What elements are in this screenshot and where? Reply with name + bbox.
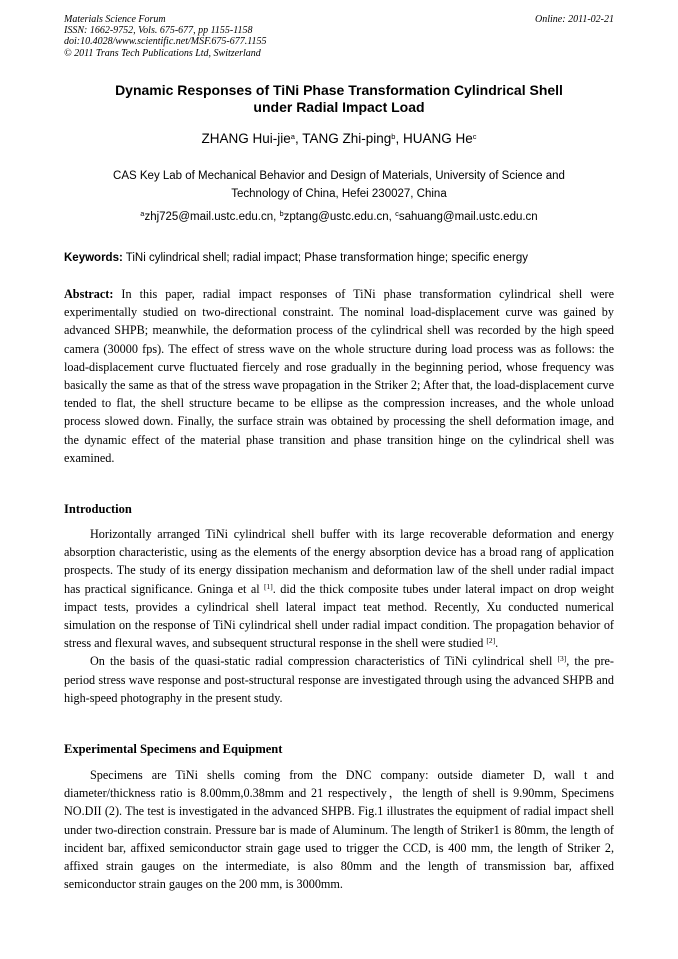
email-b: zptang@ustc.edu.cn,	[283, 211, 396, 223]
author-3: HUANG He	[402, 131, 473, 146]
abstract-paragraph	[64, 285, 614, 467]
doi-line: doi:10.4028/www.scientific.net/MSF.675-677.1155	[64, 36, 267, 48]
author-3-sup: c	[472, 132, 477, 141]
author-2: TANG Zhi-ping	[302, 131, 392, 146]
author-separator: ,	[294, 131, 303, 146]
intro-p1-text-a: Horizontally arranged TiNi cylindrical shell buffer with its large recoverable deformation and energy absorption characteristic, using as the elements of the energy absorption device has a broad rang of application prospects. The study of its energy dissipation mechanism and deformation law of the shell under radial impact has practical significance. Gninga et al	[64, 527, 614, 596]
introduction-heading: Introduction	[64, 502, 132, 516]
citation-1: [1]	[264, 581, 273, 591]
author-1-sup: a	[290, 132, 295, 141]
citation-3: [3]	[557, 654, 567, 664]
copyright-line: © 2011 Trans Tech Publications Ltd, Switzerland	[64, 47, 261, 59]
keywords-text: TiNi cylindrical shell; radial impact; Phase transformation hinge; specific energy	[122, 252, 529, 264]
intro-paragraph-1	[64, 525, 614, 652]
email-a: zhj725@mail.ustc.edu.cn,	[144, 211, 280, 223]
introduction-body	[64, 525, 614, 707]
citation-2: [2]	[486, 636, 496, 646]
email-c: sahuang@mail.ustc.edu.cn	[398, 211, 538, 223]
author-separator: ,	[395, 131, 403, 146]
abstract-label: Abstract:	[64, 287, 114, 301]
intro-p1-text-c: .	[495, 636, 499, 651]
affiliation-line-1: CAS Key Lab of Mechanical Behavior and Design of Materials, University of Science and	[113, 170, 565, 182]
online-date: Online: 2011-02-21	[535, 14, 614, 25]
experimental-paragraph-1: Specimens are TiNi shells coming from the DNC company: outside diameter D, wall t and diameter/thickness ratio is 8.00mm,0.38mm and 21 respectively，the length of shell is 9.90mm, Specimens NO.DII (2). The test is investigated in the advanced SHPB. Fig.1 illustrates the equipment of radial impact shell under two-direction constrain. Pressure bar is made of Aluminum. The length of Striker1 is 80mm, the length of incident bar, affixed semiconductor strain gage used to trigger the CCD, is 400 mm, the length of Striker 2, affixed strain gauges on the intermediate, is also 80mm and the length of transmission bar, affixed semiconductor strain gauges on the 200 mm, is 3000mm.	[64, 768, 614, 892]
keywords	[64, 250, 614, 266]
author-2-sup: b	[391, 132, 396, 141]
intro-p1-text-b: . did the thick composite tubes under lateral impact on drop weight impact tests, provides a cylindrical shell lateral impact teat method. Recently, Xu conducted numerical simulation on the response of TiNi cylindrical shell under radial impact condition. The propagation behavior of stress and flexural waves, and subsequent structural response in the shell were studied	[64, 581, 614, 651]
title-line-2: under Radial Impact Load	[253, 99, 425, 115]
journal-header	[64, 14, 267, 59]
title-line-1: Dynamic Responses of TiNi Phase Transformation Cylindrical Shell	[115, 82, 563, 98]
author-list	[64, 130, 614, 148]
paper-title	[64, 82, 614, 116]
journal-name: Materials Science Forum	[64, 14, 166, 25]
keywords-label: Keywords:	[64, 252, 123, 264]
intro-p2-text-b: , the pre-period stress wave response and post-structural response are investigated through using the advanced SHPB and high-speed photography in the present study.	[64, 654, 614, 705]
affiliation	[64, 167, 614, 203]
experimental-heading: Experimental Specimens and Equipment	[64, 742, 283, 756]
abstract	[64, 285, 614, 467]
issn-line: ISSN: 1662-9752, Vols. 675-677, pp 1155-1158	[64, 25, 253, 37]
experimental-body	[64, 766, 614, 893]
intro-paragraph-2	[64, 652, 614, 707]
email-c-sup: c	[395, 209, 399, 218]
affiliation-line-2: Technology of China, Hefei 230027, China	[231, 188, 447, 200]
email-b-sup: b	[279, 209, 284, 218]
intro-p2-text-a: On the basis of the quasi-static radial compression characteristics of TiNi cylindrical shell	[90, 654, 558, 669]
author-1: ZHANG Hui-jie	[201, 131, 291, 146]
author-emails	[64, 209, 614, 225]
email-a-sup: a	[140, 209, 145, 218]
abstract-text: In this paper, radial impact responses of TiNi phase transformation cylindrical shell were experimentally studied on two-directional constraint. The nominal load-displacement curve was gained by advanced SHPB; meanwhile, the deformation process of the cylindrical shell was recorded by the high speed camera (30000 fps). The effect of stress wave on the whole structure during load process was as follows: the load-displacement curve fluctuated fiercely and rose gradually in the beginning period, whose frequency was basically the same as that of the stress wave propagation in the Striker 2; After that, the load-displacement curve tended to flat, the shell structure became to be ellipse as the compression increases, and the whole unload process slowed down. Finally, the surface strain was obtained by processing the shell deformation image, and the dynamic effect of the material phase transition and phase transition hinge on the cylindrical shell was examined.	[64, 287, 614, 465]
